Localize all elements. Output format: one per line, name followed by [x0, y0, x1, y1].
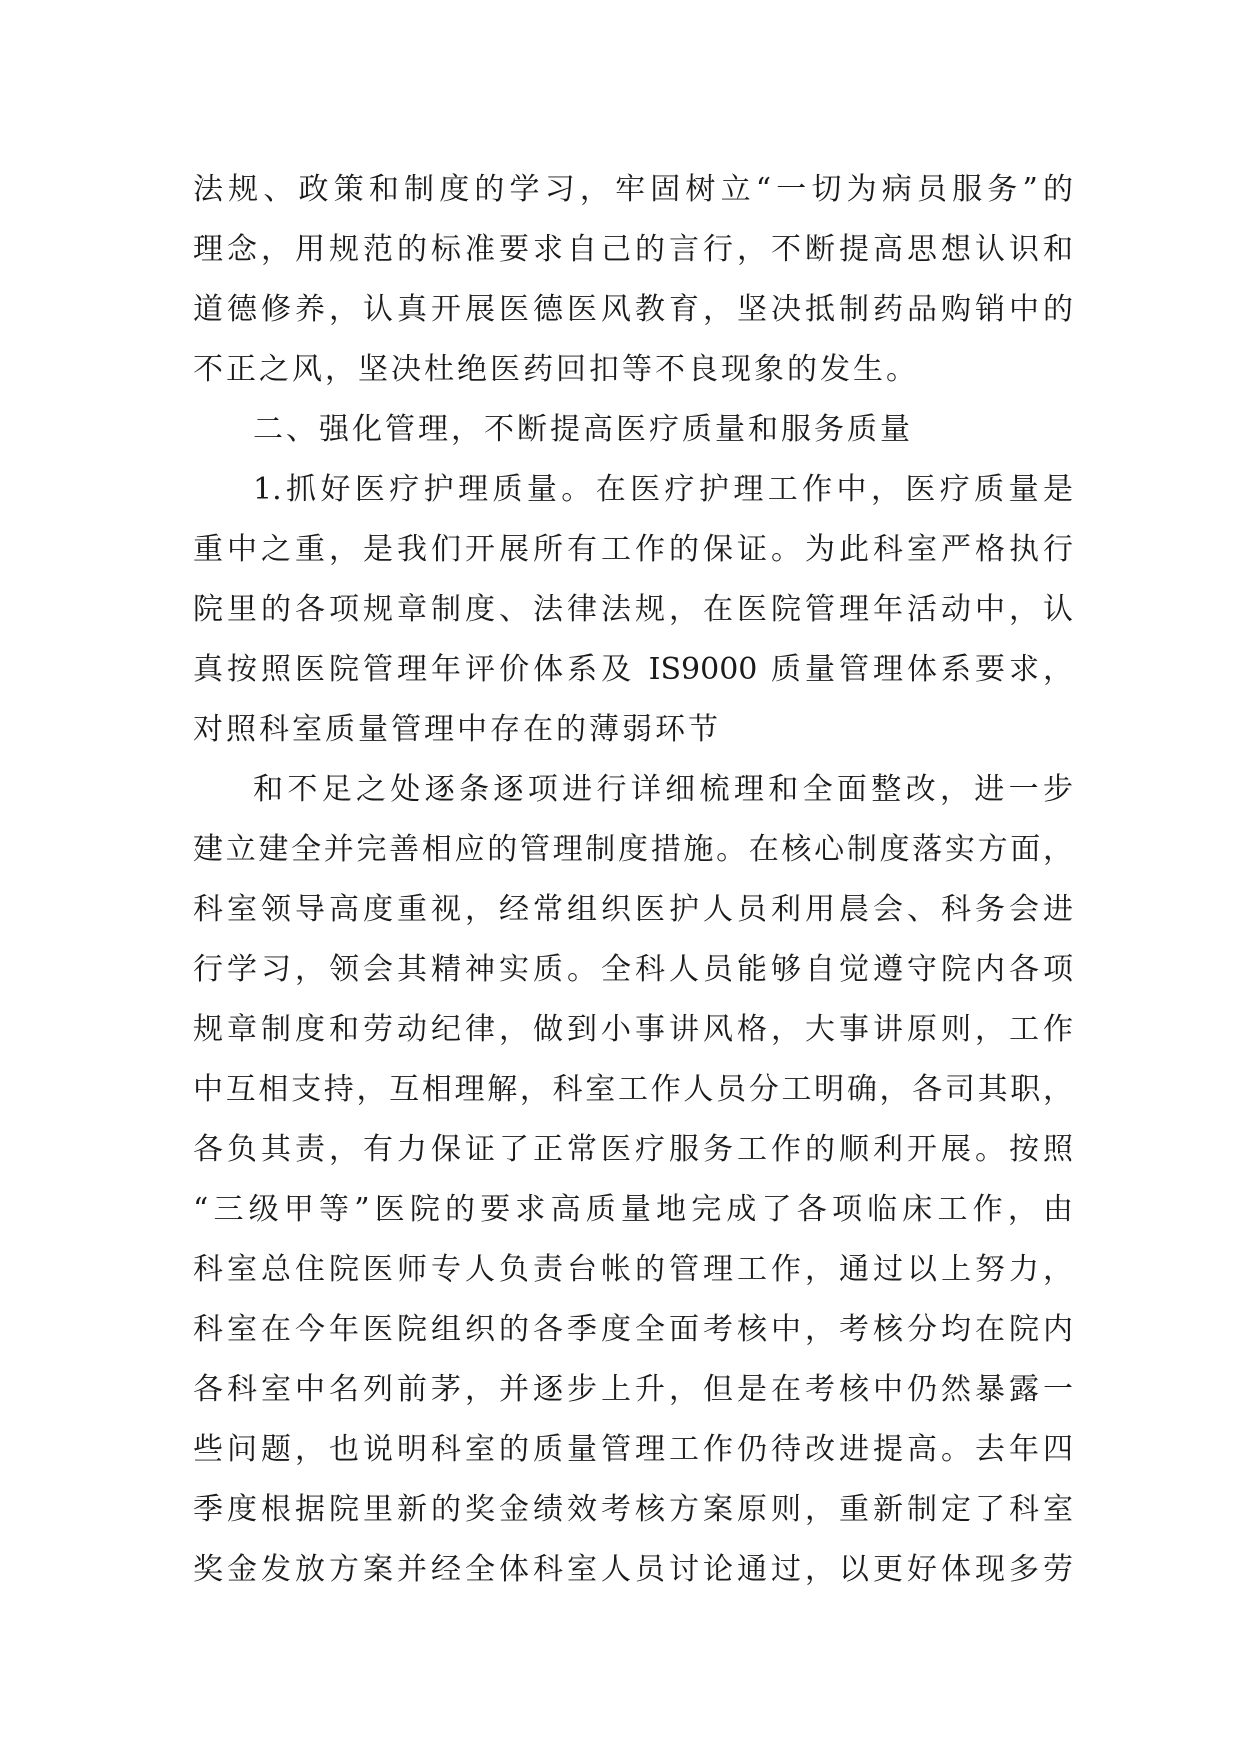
text-line: 各科室中名列前茅，并逐步上升，但是在考核中仍然暴露一 — [193, 1372, 1073, 1407]
text-line: 1.抓好医疗护理质量。在医疗护理工作中，医疗质量是 — [253, 472, 1073, 507]
body-text — [193, 160, 1073, 1600]
text-line: 道德修养，认真开展医德医风教育，坚决抵制药品购销中的 — [193, 292, 1073, 327]
text-line: 各负其责，有力保证了正常医疗服务工作的顺利开展。按照 — [193, 1132, 1073, 1167]
text-line: 院里的各项规章制度、法律法规，在医院管理年活动中，认 — [193, 592, 1073, 627]
text-line: 些问题，也说明科室的质量管理工作仍待改进提高。去年四 — [193, 1432, 1073, 1467]
text-line: 建立建全并完善相应的管理制度措施。在核心制度落实方面， — [193, 832, 1073, 867]
text-line: 真按照医院管理年评价体系及 IS9000 质量管理体系要求， — [193, 652, 1073, 687]
text-line: 科室总住院医师专人负责台帐的管理工作，通过以上努力， — [193, 1252, 1073, 1287]
text-line: 和不足之处逐条逐项进行详细梳理和全面整改，进一步 — [253, 772, 1073, 807]
text-line: 不正之风，坚决杜绝医药回扣等不良现象的发生。 — [193, 352, 919, 387]
text-line: 季度根据院里新的奖金绩效考核方案原则，重新制定了科室 — [193, 1492, 1073, 1527]
text-line: 对照科室质量管理中存在的薄弱环节 — [193, 712, 721, 747]
text-line: 科室在今年医院组织的各季度全面考核中，考核分均在院内 — [193, 1312, 1073, 1347]
text-line: 中互相支持，互相理解，科室工作人员分工明确，各司其职， — [193, 1072, 1073, 1107]
text-line: 奖金发放方案并经全体科室人员讨论通过，以更好体现多劳 — [193, 1552, 1073, 1587]
text-line: 理念，用规范的标准要求自己的言行，不断提高思想认识和 — [193, 232, 1073, 267]
text-line: 二、强化管理，不断提高医疗质量和服务质量 — [253, 412, 913, 447]
text-line: 重中之重，是我们开展所有工作的保证。为此科室严格执行 — [193, 532, 1073, 567]
text-line: “三级甲等”医院的要求高质量地完成了各项临床工作，由 — [193, 1192, 1073, 1227]
text-line: 规章制度和劳动纪律，做到小事讲风格，大事讲原则，工作 — [193, 1012, 1073, 1047]
text-line: 科室领导高度重视，经常组织医护人员利用晨会、科务会进 — [193, 892, 1073, 927]
text-line: 法规、政策和制度的学习，牢固树立“一切为病员服务”的 — [193, 172, 1073, 207]
text-line: 行学习，领会其精神实质。全科人员能够自觉遵守院内各项 — [193, 952, 1073, 987]
